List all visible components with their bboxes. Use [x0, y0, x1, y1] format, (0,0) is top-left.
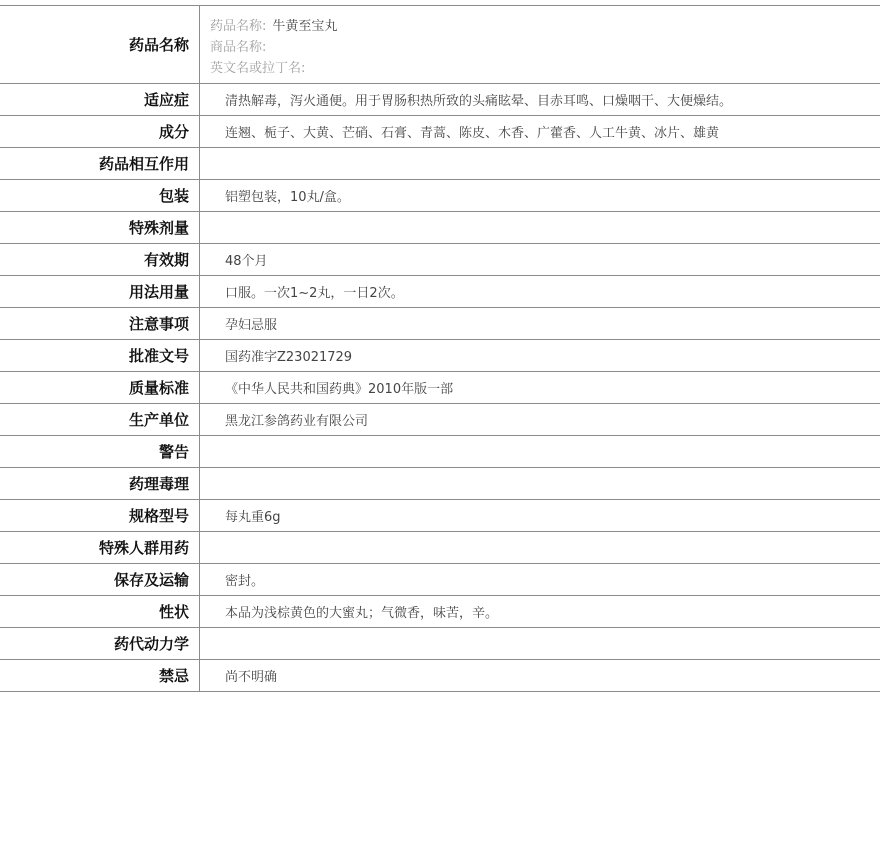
row-label: 药理毒理 — [0, 468, 200, 499]
row-label: 质量标准 — [0, 372, 200, 403]
row-precautions — [0, 308, 880, 340]
row-label: 用法用量 — [0, 276, 200, 307]
row-value: 国药准字Z23021729 — [225, 350, 353, 365]
row-storage-transport — [0, 564, 880, 596]
row-label: 注意事项 — [0, 308, 200, 339]
row-value — [200, 212, 880, 243]
generic-name-value: 牛黄至宝丸 — [272, 19, 338, 34]
row-label: 禁忌 — [0, 660, 200, 691]
row-label: 特殊剂量 — [0, 212, 200, 243]
row-value: 尚不明确 — [225, 670, 278, 685]
row-packaging — [0, 180, 880, 212]
row-value: 48个月 — [225, 254, 268, 269]
row-label: 成分 — [0, 116, 200, 147]
row-value: 铝塑包装，10丸/盒。 — [225, 190, 350, 205]
row-shelf-life — [0, 244, 880, 276]
row-approval-number — [0, 340, 880, 372]
row-interactions — [0, 148, 880, 180]
row-label: 特殊人群用药 — [0, 532, 200, 563]
trade-name-line — [210, 37, 880, 58]
row-label: 药品相互作用 — [0, 148, 200, 179]
name-block — [200, 6, 880, 83]
row-value — [200, 148, 880, 179]
row-label: 适应症 — [0, 84, 200, 115]
row-pharmacology-toxicology — [0, 468, 880, 500]
row-value — [200, 532, 880, 563]
row-value: 口服。一次1~2丸，一日2次。 — [225, 286, 404, 301]
row-value: 孕妇忌服 — [225, 318, 278, 333]
row-value: 每丸重6g — [225, 510, 281, 525]
latin-name-label: 英文名或拉丁名: — [210, 61, 306, 76]
row-value: 密封。 — [225, 574, 265, 589]
row-label: 药代动力学 — [0, 628, 200, 659]
row-indications — [0, 84, 880, 116]
row-pharmacokinetics — [0, 628, 880, 660]
row-label: 批准文号 — [0, 340, 200, 371]
generic-name-label: 药品名称: — [210, 19, 267, 34]
row-label: 性状 — [0, 596, 200, 627]
row-label: 药品名称 — [0, 6, 200, 83]
row-value — [200, 468, 880, 499]
row-ingredients — [0, 116, 880, 148]
trade-name-label: 商品名称: — [210, 40, 267, 55]
row-value — [200, 436, 880, 467]
row-contraindications — [0, 660, 880, 692]
row-value: 黑龙江参鸽药业有限公司 — [225, 414, 369, 429]
row-value — [200, 628, 880, 659]
row-label: 保存及运输 — [0, 564, 200, 595]
row-label: 生产单位 — [0, 404, 200, 435]
row-special-dosage — [0, 212, 880, 244]
row-value: 本品为浅棕黄色的大蜜丸；气微香，味苦，辛。 — [225, 606, 499, 621]
row-description — [0, 596, 880, 628]
row-value: 《中华人民共和国药典》2010年版一部 — [225, 382, 454, 397]
row-label: 有效期 — [0, 244, 200, 275]
row-usage-dosage — [0, 276, 880, 308]
row-label: 警告 — [0, 436, 200, 467]
latin-name-line — [210, 58, 880, 79]
row-drug-name — [0, 6, 880, 84]
drug-info-table — [0, 5, 880, 692]
row-special-populations — [0, 532, 880, 564]
row-label: 包装 — [0, 180, 200, 211]
row-value: 连翘、栀子、大黄、芒硝、石膏、青蒿、陈皮、木香、广藿香、人工牛黄、冰片、雄黄 — [225, 126, 720, 141]
row-value: 清热解毒，泻火通便。用于胃肠积热所致的头痛眩晕、目赤耳鸣、口燥咽干、大便燥结。 — [225, 94, 733, 109]
row-specification — [0, 500, 880, 532]
row-warning — [0, 436, 880, 468]
row-manufacturer — [0, 404, 880, 436]
row-quality-standard — [0, 372, 880, 404]
row-label: 规格型号 — [0, 500, 200, 531]
generic-name-line — [210, 16, 880, 37]
